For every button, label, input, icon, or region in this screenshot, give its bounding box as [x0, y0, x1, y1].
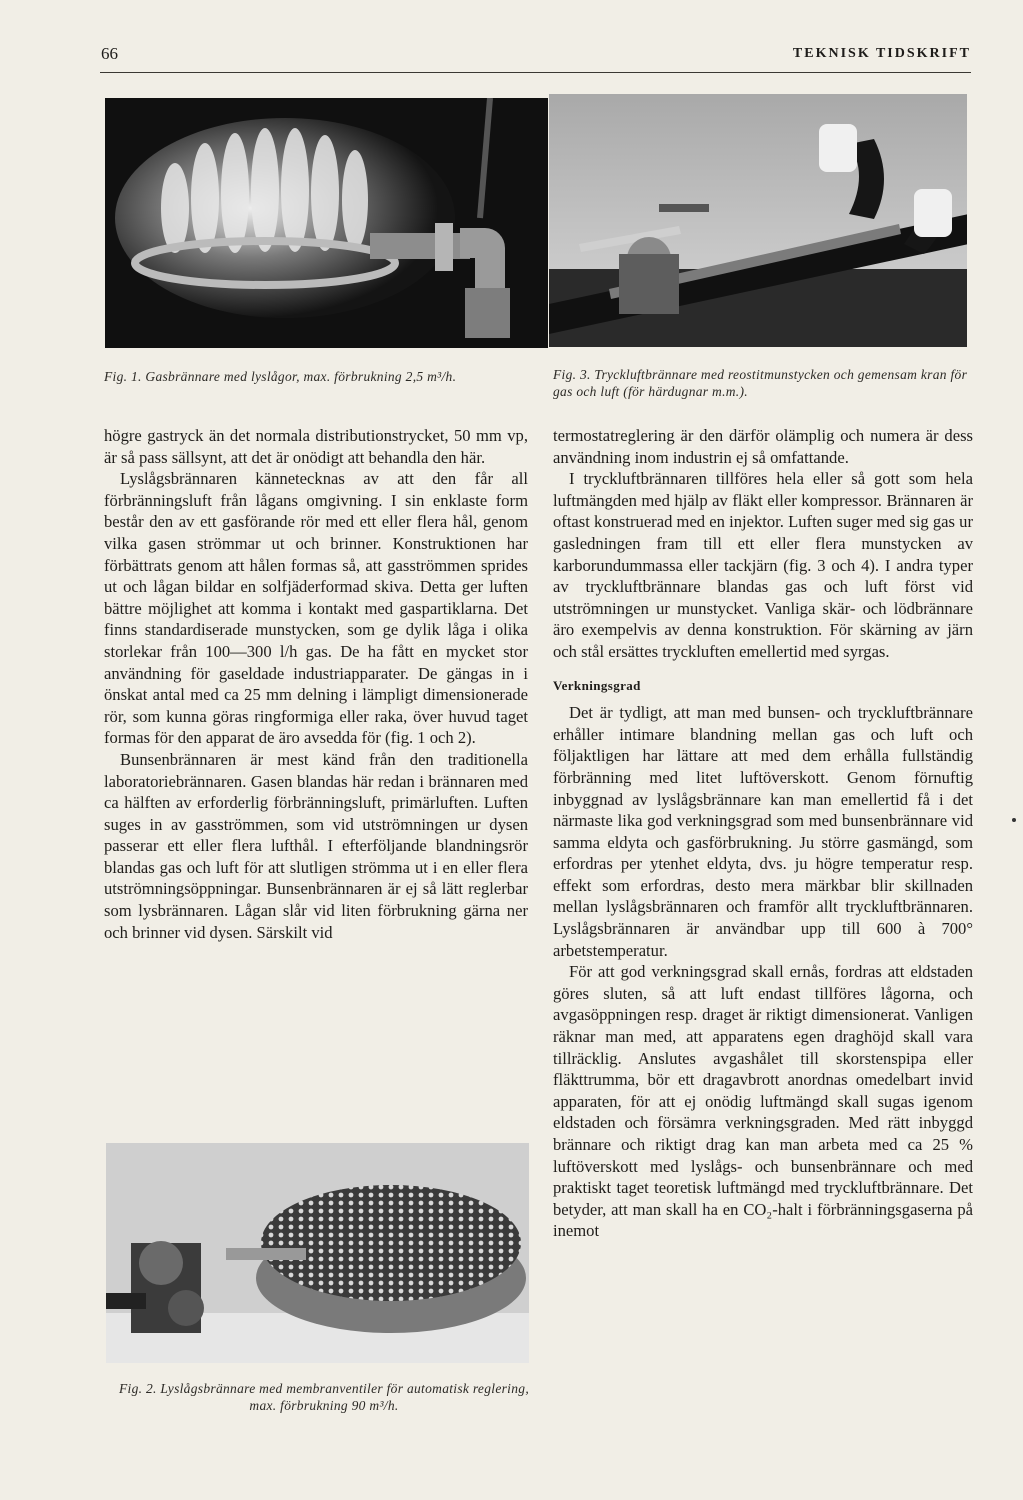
figure-3-photo	[549, 94, 967, 347]
header-rule	[100, 72, 971, 73]
paragraph: Lyslågsbrännaren kännetecknas av att den får all förbränningsluft från lågans omgivning. I sin enklaste form består den av ett gasförande rör med ett eller flera hål, genom vilka gasen strömmar ut och brinner. Konstruktionen har förbättrats genom att hålen formas så, att gasströmmen sprides ut och lågan bildar en solfjäderformad skiva. Detta ger luften bättre möjlighet att komma i kontakt med gaspartiklarna. Det finns standardiserade munstycken, som ge dylik låga i olika storlekar från 100—300 l/h gas. De ha fått en mycket stor användning för gaseldade industriapparater. De gängas in i önskat antal med ca 25 mm delning i lämpligt dimensionerade rör, som kunna göras ringformiga eller raka, över huvud taget formas för den apparat de äro avsedda för (fig. 1 och 2).	[104, 469, 528, 748]
paragraph: högre gastryck än det normala distributionstrycket, 50 mm vp, är så pass sällsynt, att det är onödigt att behandla den här.	[104, 426, 528, 467]
compressed-air-burner-image	[549, 94, 967, 347]
figure-2-photo	[106, 1143, 529, 1363]
paragraph: Det är tydligt, att man med bunsen- och tryckluftbrännare erhåller intimare blandning mellan gas och luft och följaktligen har lättare att med dem erhålla fullständig förbränning med litet luftöverskott. Genom förnuftig inbyggnad av lyslågsbrännare kan man emellertid få i det närmaste lika god verkningsgrad som med bunsenbrännare vid samma eldyta och gasförbrukning. Ju större gasmängd, som erfordras per ytenhet eldyta, dvs. ju högre temperatur resp. effekt som erfordras, desto mera märkbar blir skillnaden mellan lyslågsbrännaren och framför allt tryckluftbrännaren. Lyslågsbrännaren är användbar upp till 600 à 700° arbetstemperatur.	[553, 703, 973, 960]
figure-3-caption: Fig. 3. Tryckluftbrännare med reostitmunstycken och gemensam kran för gas och luft (för härdugnar m.m.).	[553, 367, 968, 399]
paragraph: Bunsenbrännaren är mest känd från den traditionella laboratoriebrännaren. Gasen blandas här redan i brännaren med ca hälften av erforderlig förbränningsluft, primärluften. Luften suges in av gasströmmen, som vid utströmningen ur dysen passerar ett eller flera lufthål. I efterföljande blandningsrör blandas gas och luft för att slutligen strömma ut i en eller flera utströmningsöppningar. Bunsenbrännaren är ej så lätt reglerbar som lysbrännaren. Lågan slår vid liten förbrukning gärna ner och brinner vid dysen. Särskilt vid	[104, 749, 528, 942]
paragraph: I tryckluftbrännaren tillföres hela eller så gott som hela luftmängden med hjälp av fläkt eller kompressor. Brännaren är oftast konstruerad med en injektor. Luften suger med sig gas ur gasledningen fram till ett eller flera munstycken av karborundummassa eller tackjärn (fig. 3 och 4). I andra typer av tryckluftbrännare blandas gas och luft först vid utströmningen ur munstycket. Vanliga skär- och lödbrännare äro exempelvis av denna konstruktion. För skärning av järn och stål ersättes tryckluften emellertid med syrgas.	[553, 469, 973, 661]
figure-1-caption: Fig. 1. Gasbrännare med lyslågor, max. förbrukning 2,5 m³/h.	[104, 369, 457, 384]
margin-mark	[1012, 818, 1016, 822]
section-heading: Verkningsgrad	[553, 677, 641, 693]
figure-2-caption: Fig. 2. Lyslågsbrännare med membranventiler för automatisk reglering, max. förbrukning 90 m³/h.	[118, 1381, 529, 1413]
paragraph: termostatreglering är den därför olämplig och numera är dess användning inom industrin ej så omfattande.	[553, 426, 973, 467]
page-number: 66	[101, 44, 118, 63]
figure-1-photo	[105, 98, 548, 348]
right-column	[553, 425, 973, 1242]
burner-plate-image	[106, 1143, 529, 1363]
journal-title: TEKNISK TIDSKRIFT	[792, 46, 971, 61]
left-column	[104, 425, 528, 943]
gas-burner-image	[105, 98, 548, 348]
paragraph: För att god verkningsgrad skall ernås, fordras att eldstaden göres sluten, så att luft endast tillföres lågorna, och avgasöppningen resp. draget är riktigt dimensionerat. Vanligen räknar man med, att apparatens egen draghöjd skall vara tillräcklig. Anslutes avgashålet till skorstenspipa eller fläkttrumma, bör ett dragavbrott anordnas omedelbart invid apparaten, för att ej onödig luftmängd skall sugas igenom eldstaden och försämra verkningsgraden. Med rätt inbyggd brännare och riktigt drag kan man arbeta med ca 25 % luftöverskott med lyslågs- och bunsenbrännare och med praktiskt taget teoretisk luftmängd med tryckluftbrännare. Det betyder, att man skall ha en CO₂-halt i förbränningsgaserna på inemot	[553, 962, 973, 1241]
